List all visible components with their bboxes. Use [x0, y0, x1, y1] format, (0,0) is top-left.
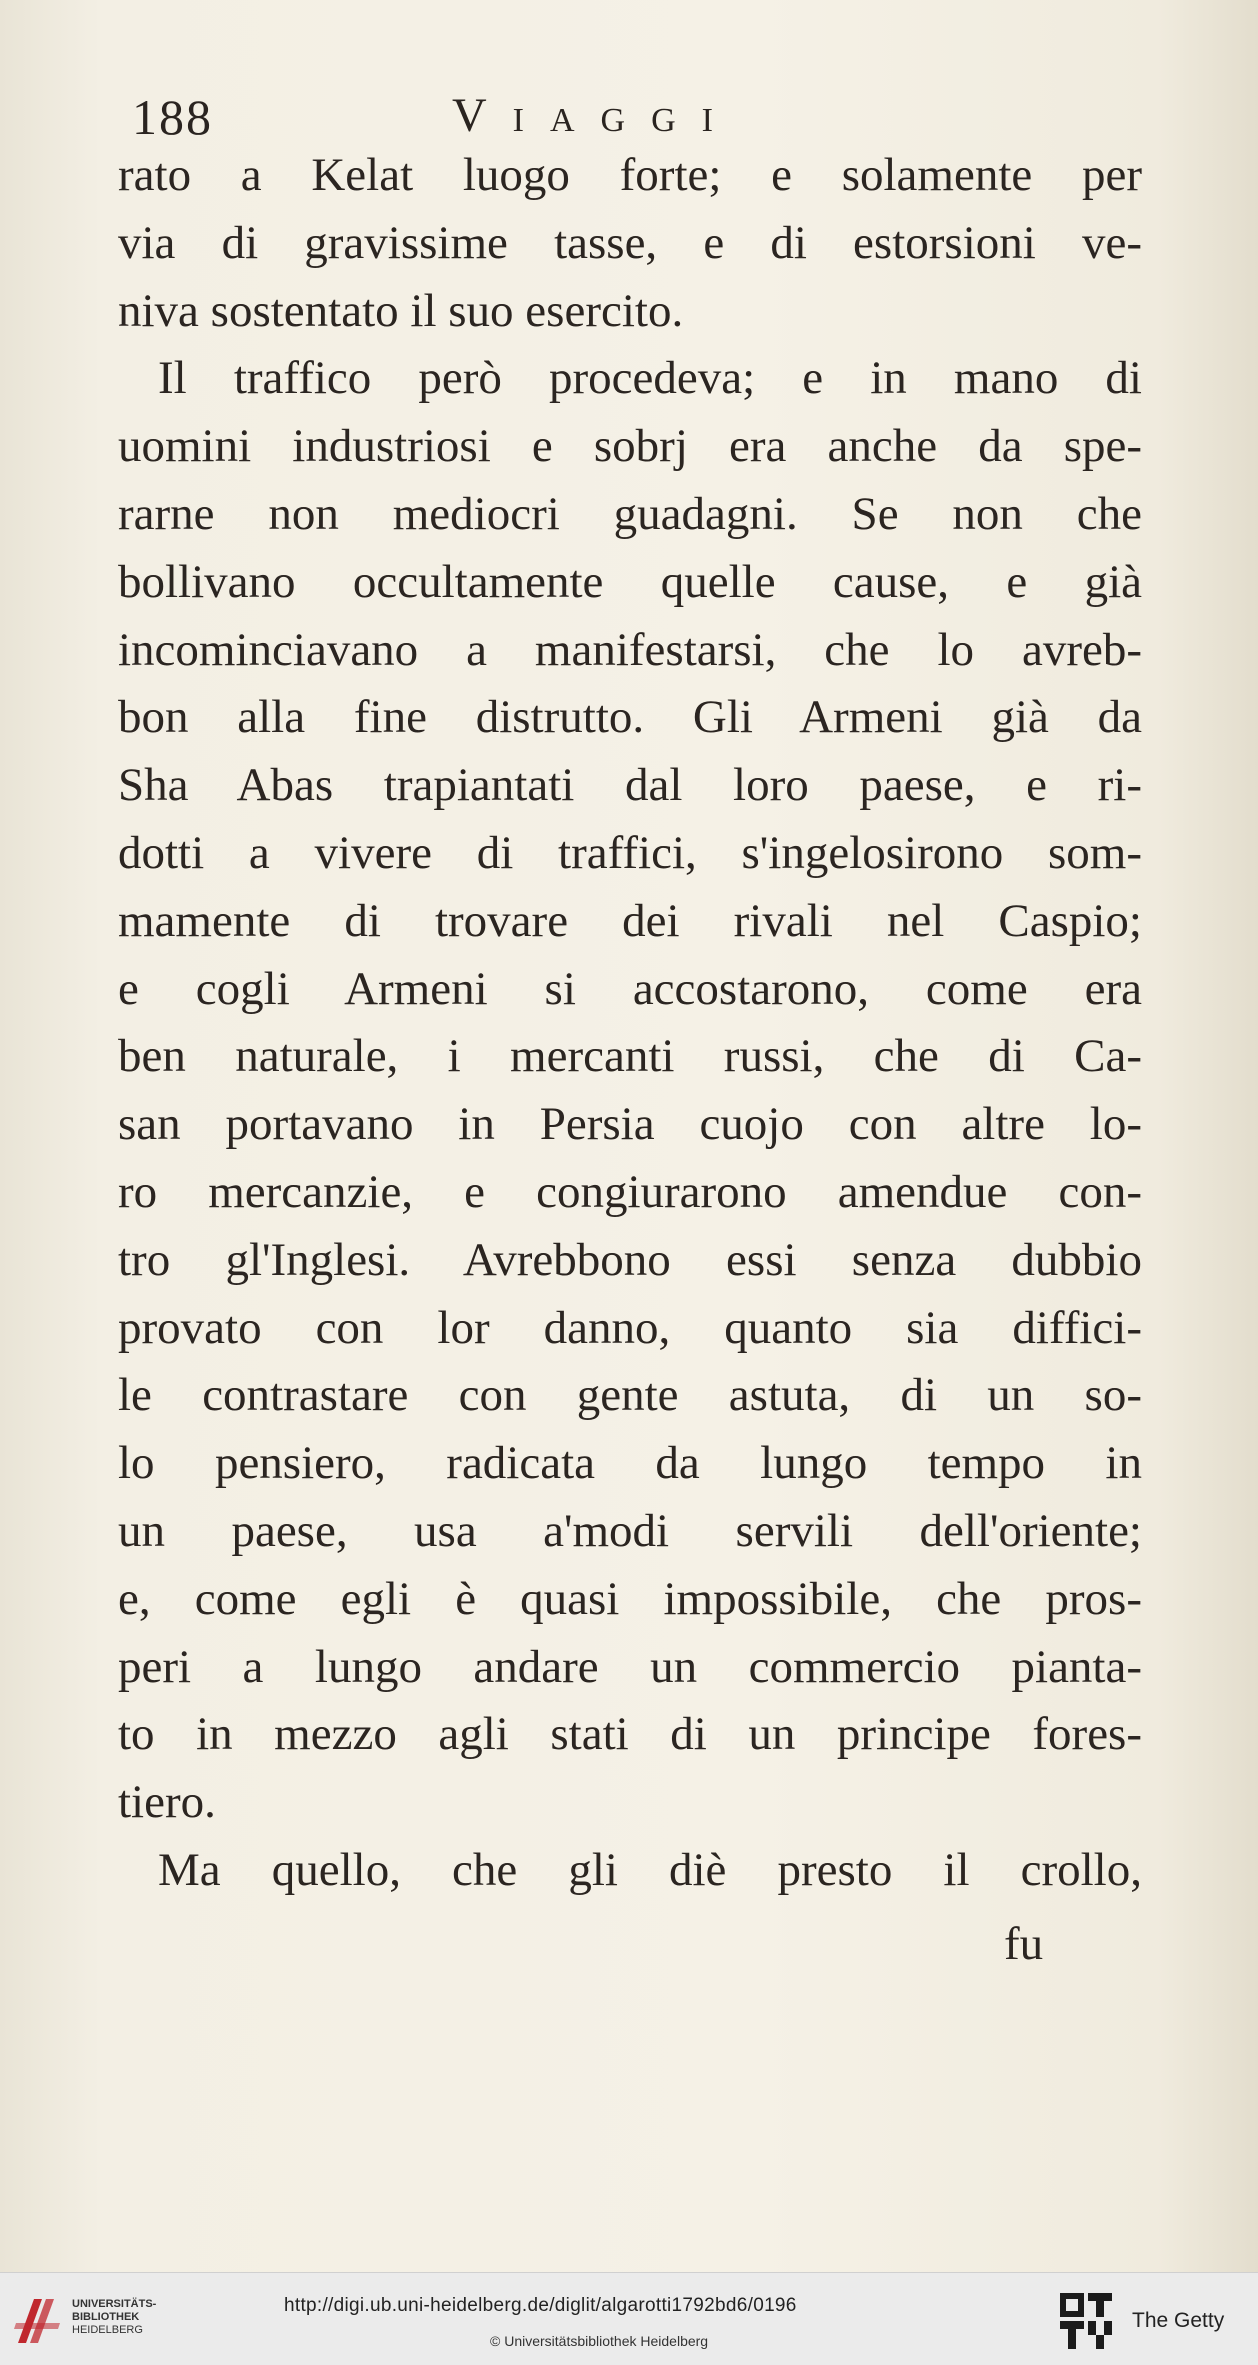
- text-line: incominciavano a manifestarsi, che lo avreb-: [118, 623, 1142, 676]
- body-text: [118, 142, 1142, 1905]
- copyright-notice: © Universitätsbibliothek Heidelberg: [490, 2333, 709, 2349]
- page-number: 188: [132, 89, 213, 145]
- text-line: ro mercanzie, e congiurarono amendue con-: [118, 1165, 1142, 1218]
- permalink-url[interactable]: http://digi.ub.uni-heidelberg.de/diglit/algarotti1792bd6/0196: [284, 2295, 797, 2316]
- text-line: Sha Abas trapiantati dal loro paese, e ri-: [118, 759, 1142, 812]
- text-line: san portavano in Persia cuojo con altre lo-: [118, 1098, 1142, 1151]
- running-title: Viaggi: [452, 89, 739, 142]
- text-line: via di gravissime tasse, e di estorsioni ve-: [118, 216, 1142, 269]
- text-line: Il traffico però procedeva; e in mano di: [158, 352, 1142, 405]
- text-line: bon alla fine distrutto. Gli Armeni già da: [118, 691, 1142, 744]
- text-line: bollivano occultamente quelle cause, e già: [118, 555, 1142, 608]
- library-name: [72, 2298, 156, 2337]
- university-library-logo-icon[interactable]: [12, 2293, 64, 2349]
- text-line: provato con lor danno, quanto sia diffici-: [118, 1301, 1142, 1354]
- text-line: le contrastare con gente astuta, di un so-: [118, 1369, 1142, 1422]
- getty-name: The Getty: [1132, 2309, 1225, 2332]
- library-name-line: UNIVERSITÄTS-: [72, 2298, 157, 2310]
- text-line: tiero.: [118, 1776, 216, 1829]
- library-name-line: BIBLIOTHEK: [72, 2311, 140, 2323]
- library-name-line: HEIDELBERG: [72, 2324, 143, 2336]
- text-line: rato a Kelat luogo forte; e solamente per: [118, 149, 1142, 201]
- footer-bar: [0, 2272, 1258, 2365]
- text-line: rarne non mediocri guadagni. Se non che: [118, 487, 1142, 540]
- text-line: e cogli Armeni si accostarono, come era: [118, 962, 1142, 1015]
- text-line: niva sostentato il suo esercito.: [118, 284, 684, 337]
- text-line: e, come egli è quasi impossibile, che pros-: [118, 1572, 1142, 1625]
- running-head: [132, 88, 1132, 148]
- text-line: lo pensiero, radicata da lungo tempo in: [118, 1437, 1142, 1490]
- catchword: fu: [1004, 1918, 1044, 1970]
- text-line: Ma quello, che gli diè presto il crollo,: [158, 1843, 1142, 1896]
- text-line: uomini industriosi e sobrj era anche da spe-: [118, 420, 1142, 473]
- text-line: ben naturale, i mercanti russi, che di Ca-: [118, 1030, 1142, 1083]
- text-line: mamente di trovare dei rivali nel Caspio;: [118, 894, 1142, 947]
- getty-logo-icon[interactable]: [1058, 2291, 1114, 2351]
- text-line: dotti a vivere di traffici, s'ingelosirono som-: [118, 826, 1142, 879]
- text-line: peri a lungo andare un commercio pianta-: [118, 1640, 1142, 1693]
- text-line: tro gl'Inglesi. Avrebbono essi senza dubbio: [118, 1233, 1142, 1286]
- text-line: to in mezzo agli stati di un principe fores-: [118, 1708, 1142, 1761]
- text-line: un paese, usa a'modi servili dell'oriente;: [118, 1504, 1142, 1557]
